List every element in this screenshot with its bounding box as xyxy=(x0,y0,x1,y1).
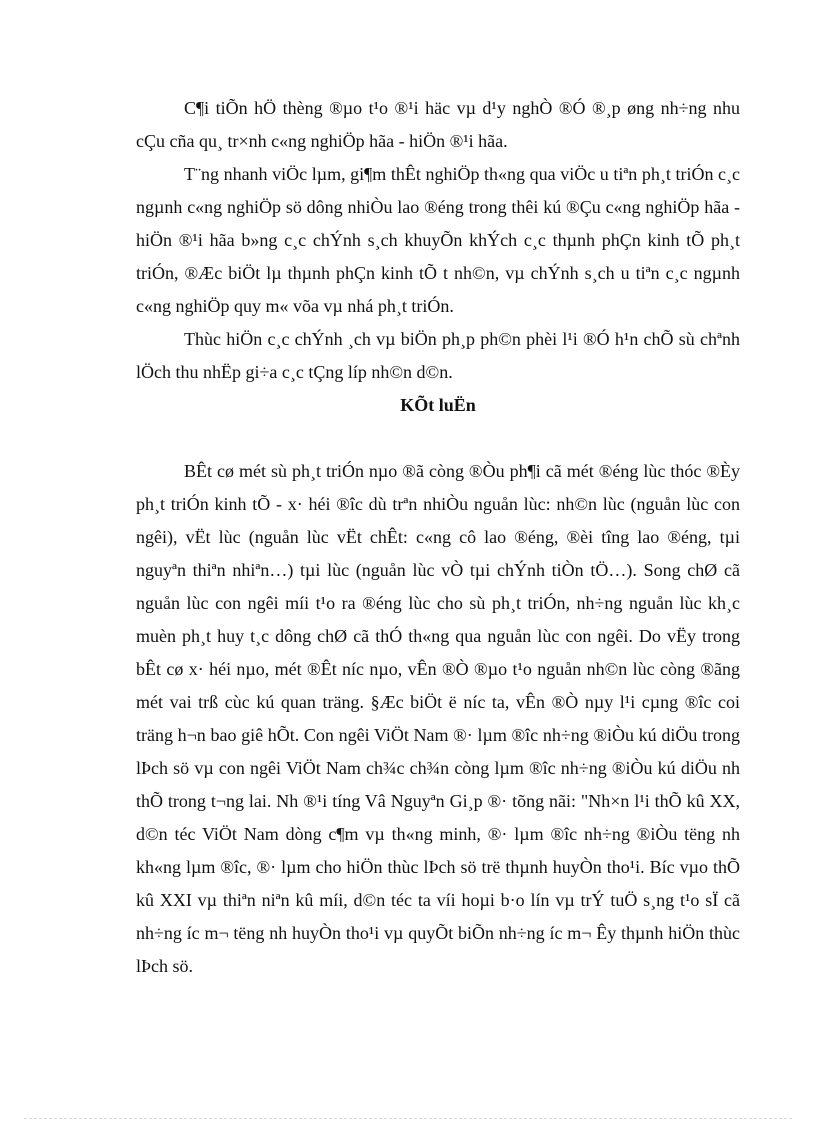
paragraph-employment: T¨ng nhanh viÖc lµm, gi¶m thÊt nghiÖp th«ng qua viÖc u tiªn ph¸t triÓn c¸c ngµnh c«ng nghiÖp sö dông nhiÒu lao ®éng trong thêi kú ®Çu c«ng nghiÖp hãa - hiÖn ®¹i hãa b»ng c¸c chÝnh s¸ch khuyÕn khÝch c¸c thµnh phÇn kinh tÕ ph¸t triÓn, ®Æc biÖt lµ thµnh phÇn kinh tÕ t nh©n, vµ chÝnh s¸ch u tiªn c¸c ngµnh c«ng nghiÖp quy m« võa vµ nhá ph¸t triÓn. xyxy=(136,164,740,316)
paragraph-conclusion: BÊt cø mét sù ph¸t triÓn nµo ®ã còng ®Òu ph¶i cã mét ®éng lùc thóc ®Èy ph¸t triÓn kinh tÕ - x· héi ®îc dù trªn nhiÒu nguån lùc: nh©n lùc (nguån lùc con ngêi), vËt lùc (nguån lùc vËt chÊt: c«ng cô lao ®éng, ®èi tîng lao ®éng, tµi nguyªn thiªn nhiªn…) tµi lùc (nguån lùc vÒ tµi chÝnh tiÒn tÖ…). Song chØ cã nguån lùc con ngêi míi t¹o ra ®éng lùc cho sù ph¸t triÓn, nh÷ng nguån lùc kh¸c muèn ph¸t huy t¸c dông chØ cã thÓ th«ng qua nguån lùc con ngêi. Do vËy trong bÊt cø x· héi nµo, mét ®Êt níc nµo, vÊn ®Ò ®µo t¹o nguån nh©n lùc còng ®ãng mét vai trß cùc kú quan träng. §Æc biÖt ë níc ta, vÊn ®Ò nµy l¹i cµng ®îc coi träng h¬n bao giê hÕt. Con ngêi ViÖt Nam ®· lµm ®îc nh÷ng ®iÒu kú diÖu trong lÞch sö vµ con ngêi ViÖt Nam ch¾c ch¾n còng lµm ®îc nh÷ng ®iÒu kú diÖu nh thÕ trong t¬ng lai. Nh ®¹i tíng Vâ Nguyªn Gi¸p ®· tõng nãi: "Nh×n l¹i thÕ kû XX, d©n téc ViÖt Nam dòng c¶m vµ th«ng minh, ®· lµm ®îc nh÷ng ®iÒu tëng nh kh«ng lµm ®îc, ®· lµm cho hiÖn thùc lÞch sö trë thµnh huyÒn tho¹i. Bíc vµo thÕ kû XXI vµ thiªn niªn kû míi, d©n téc ta víi hoµi b·o lín vµ trÝ tuÖ s¸ng t¹o sÏ cã nh÷ng íc m¬ tëng nh huyÒn tho¹i vµ quyÕt biÕn nh÷ng íc m¬ Êy thµnh hiÖn thùc lÞch sö. xyxy=(136,461,740,976)
page-bottom-divider xyxy=(24,1118,792,1119)
document-body xyxy=(136,92,740,983)
section-heading-conclusion: KÕt luËn xyxy=(400,395,476,415)
paragraph-income-distribution: Thùc hiÖn c¸c chÝnh ¸ch vµ biÖn ph¸p ph©n phèi l¹i ®Ó h¹n chÕ sù chªnh lÖch thu nhËp gi÷a c¸c tÇng líp nh©n d©n. xyxy=(136,329,740,382)
paragraph-training-reform: C¶i tiÕn hÖ thèng ®µo t¹o ®¹i häc vµ d¹y nghÒ ®Ó ®¸p øng nh÷ng nhu cÇu cña qu¸ tr×nh c«ng nghiÖp hãa - hiÖn ®¹i hãa. xyxy=(136,98,740,151)
spacer xyxy=(136,422,740,455)
